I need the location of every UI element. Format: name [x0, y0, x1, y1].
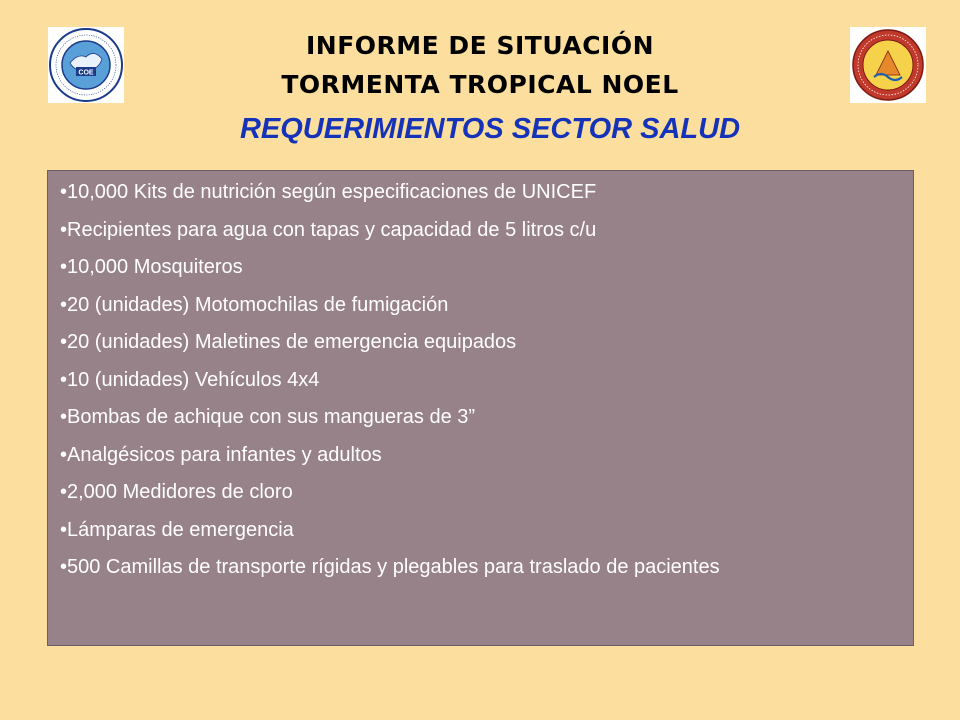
- list-item: •2,000 Medidores de cloro: [60, 481, 293, 503]
- requirements-list: [48, 171, 913, 580]
- list-item: •Bombas de achique con sus mangueras de 3”: [60, 406, 476, 428]
- coe-logo-text: COE: [78, 69, 94, 77]
- list-item: •10,000 Mosquiteros: [60, 256, 243, 278]
- section-heading: REQUERIMIENTOS SECTOR SALUD: [239, 113, 741, 145]
- storm-name-title: TORMENTA TROPICAL NOEL: [281, 70, 679, 99]
- list-item: •Analgésicos para infantes y adultos: [60, 443, 382, 466]
- report-title: INFORME DE SITUACIÓN: [305, 31, 655, 60]
- requirements-panel: [47, 170, 914, 646]
- list-item: •20 (unidades) Maletines de emergencia equipados: [60, 331, 517, 353]
- list-item: •500 Camillas de transporte rígidas y plegables para traslado de pacientes: [60, 556, 720, 578]
- list-item: •10,000 Kits de nutrición según especificaciones de UNICEF: [60, 181, 597, 203]
- list-item: •10 (unidades) Vehículos 4x4: [60, 368, 320, 391]
- list-item: •Lámparas de emergencia: [60, 518, 294, 541]
- list-item: •Recipientes para agua con tapas y capacidad de 5 litros c/u: [60, 218, 597, 241]
- list-item: •20 (unidades) Motomochilas de fumigación: [60, 293, 449, 316]
